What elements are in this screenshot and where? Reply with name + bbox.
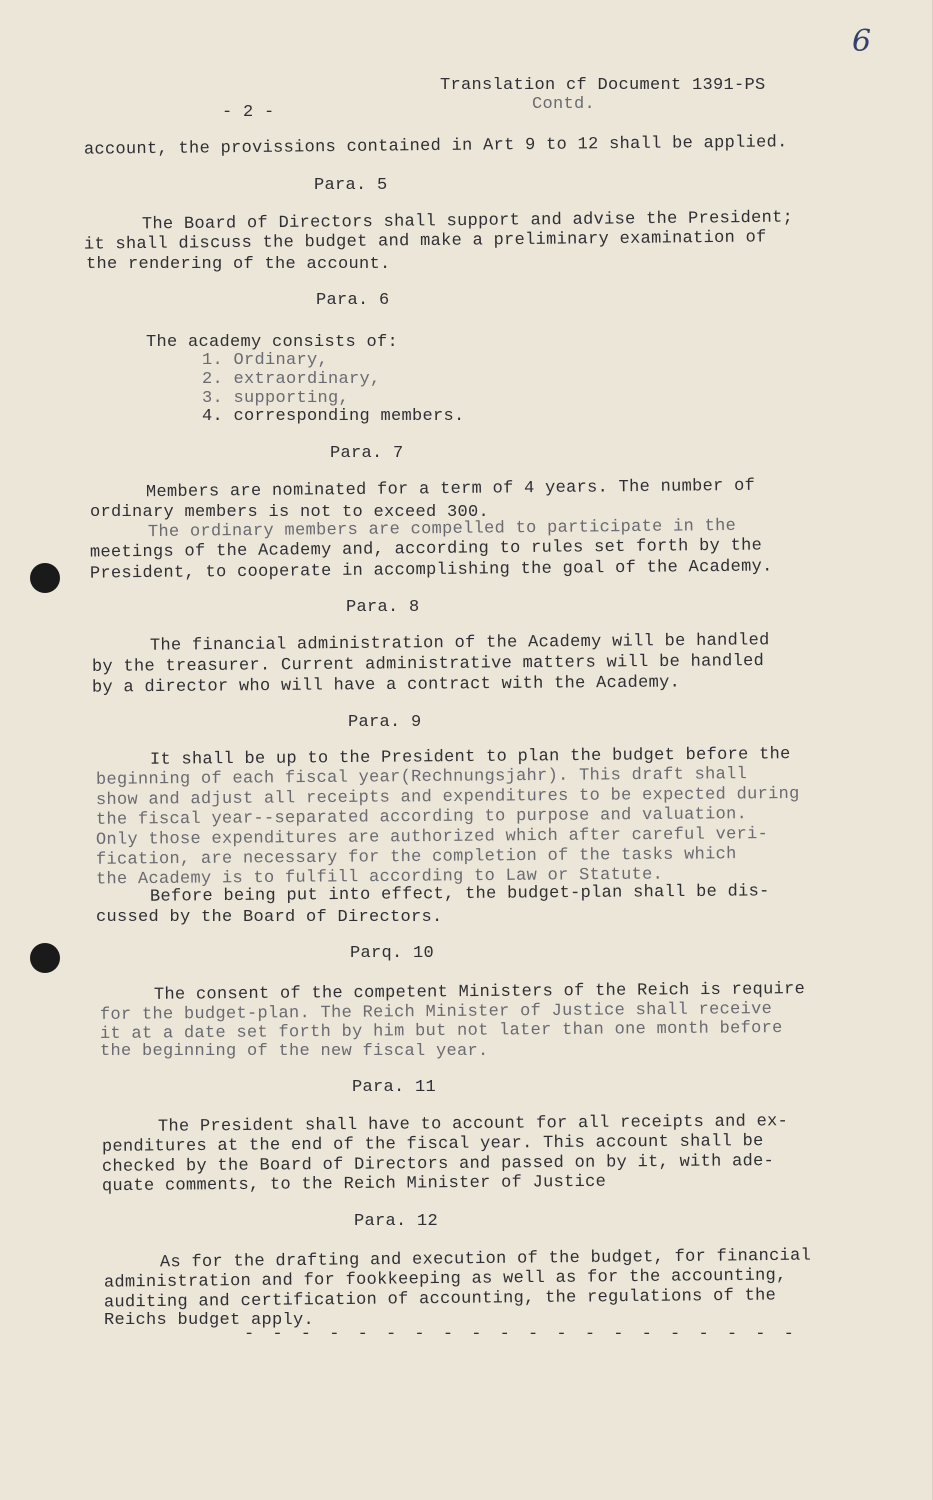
para9-line: show and adjust all receipts and expenditures to be expected during	[95, 784, 800, 811]
para6-item: 3. supporting,	[202, 389, 350, 408]
para9-heading: Para. 9	[348, 713, 422, 732]
page-number: - 2 -	[222, 103, 275, 122]
para10-heading: Parq. 10	[350, 944, 435, 963]
para7-line: ordinary members is not to exceed 300.	[90, 503, 490, 522]
para12-line: auditing and certification of accounting, the regulations of the	[103, 1286, 777, 1313]
para9-line: the Academy is to fulfill according to Law or Statute.	[95, 865, 664, 890]
para11-line: checked by the Board of Directors and passed on by it, with ade-	[101, 1152, 775, 1177]
para8-line: by the treasurer. Current administrative matters will be handled	[91, 652, 765, 677]
para7-line: The ordinary members are compelled to participate in the	[147, 516, 737, 543]
para9-line: beginning of each fiscal year(Rechnungsjahr). This draft shall	[95, 765, 748, 790]
para12-heading: Para. 12	[354, 1212, 439, 1231]
para10-line: the beginning of the new fiscal year.	[100, 1042, 489, 1061]
intro-line: account, the provissions contained in Art 9 to 12 shall be applied.	[83, 133, 788, 160]
para12-line: administration and for fookkeeping as well as for the accounting,	[103, 1266, 787, 1293]
para11-line: The President shall have to account for all receipts and ex-	[157, 1112, 789, 1137]
para11-heading: Para. 11	[352, 1078, 437, 1097]
para9-line: It shall be up to the President to plan the budget before the	[149, 745, 791, 770]
para6-item: 2. extraordinary,	[202, 370, 381, 389]
para9-line: the fiscal year--separated according to purpose and valuation.	[95, 805, 748, 830]
para9-line: Before being put into effect, the budget-plan shall be dis-	[149, 882, 770, 907]
para5-line: The Board of Directors shall support and advise the President;	[141, 208, 794, 235]
para7-line: President, to cooperate in accomplishing the goal of the Academy.	[89, 557, 773, 584]
document-title: Translation cf Document 1391-PS	[440, 76, 766, 95]
para5-heading: Para. 5	[314, 176, 388, 195]
para10-line: it at a date set forth by him but not later than one month before	[99, 1019, 783, 1044]
para7-line: Members are nominated for a term of 4 years. The number of	[145, 476, 756, 503]
punch-hole-bottom	[30, 943, 60, 973]
para9-line: fication, are necessary for the completion of the tasks which	[95, 845, 737, 870]
para6-item: 1. Ordinary,	[202, 351, 329, 370]
para9-line: cussed by the Board of Directors.	[96, 908, 443, 927]
para5-line: it shall discuss the budget and make a preliminary examination of	[83, 228, 767, 255]
para12-line: Reichs budget apply.	[104, 1311, 315, 1330]
para6-intro: The academy consists of:	[146, 333, 399, 352]
para8-line: by a director who will have a contract with the Academy.	[91, 673, 681, 698]
para7-heading: Para. 7	[330, 444, 404, 463]
para7-line: meetings of the Academy and, according to rules set forth by the	[89, 536, 763, 563]
para5-line: the rendering of the account.	[86, 255, 391, 274]
punch-hole-top	[30, 563, 60, 593]
end-rule: - - - - - - - - - - - - - - - - - - - -	[244, 1325, 798, 1344]
para6-heading: Para. 6	[316, 291, 390, 310]
para9-line: Only those expenditures are authorized which after careful veri-	[95, 825, 769, 850]
handwritten-page-number: 6	[852, 24, 872, 59]
para10-line: for the budget-plan. The Reich Minister of Justice shall receive	[99, 1000, 773, 1025]
document-continued: Contd.	[532, 95, 596, 114]
para8-line: The financial administration of the Academy will be handled	[149, 631, 770, 656]
para12-line: As for the drafting and execution of the budget, for financial	[159, 1246, 812, 1273]
para10-line: The consent of the competent Ministers of the Reich is require	[153, 980, 806, 1005]
para11-line: penditures at the end of the fiscal year. This account shall be	[101, 1132, 764, 1157]
para11-line: quate comments, to the Reich Minister of Justice	[101, 1172, 607, 1197]
para6-item: 4. corresponding members.	[202, 407, 465, 426]
para8-heading: Para. 8	[346, 598, 420, 617]
